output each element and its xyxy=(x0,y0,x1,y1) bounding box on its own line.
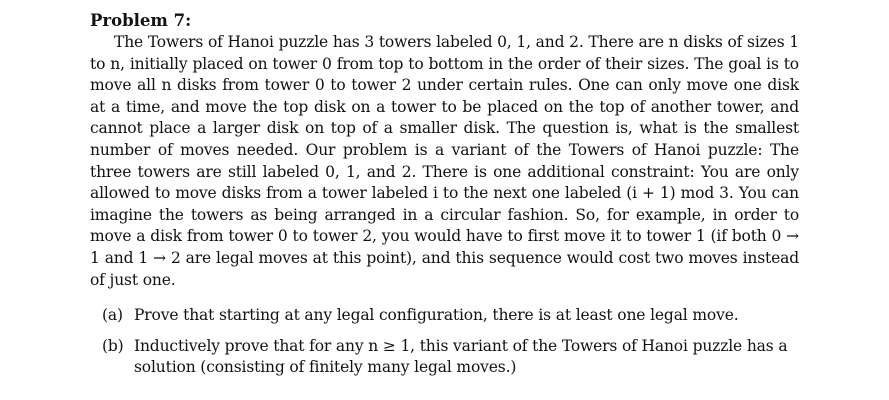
problem-part-b xyxy=(90,336,799,379)
problem-part-a xyxy=(90,305,799,327)
problem-statement: The Towers of Hanoi puzzle has 3 towers labeled 0, 1, and 2. There are n disks of sizes 1 to n, initially placed on tower 0 from top to bottom in the order of their sizes. The goal is to move all n disks from tower 0 to tower 2 under certain rules. One can only move one disk at a time, and move the top disk on a tower to be placed on the top of another tower, and cannot place a larger disk on top of a smaller disk. The question is, what is the smallest number of moves needed. Our problem is a variant of the Towers of Hanoi puzzle: The three towers are still labeled 0, 1, and 2. There is one additional constraint: You are only allowed to move disks from a tower labeled i to the next one labeled (i + 1) mod 3. You can imagine the towers as being arranged in a circular fashion. So, for example, in order to move a disk from tower 0 to tower 2, you would have to first move it to tower 1 (if both 0 → 1 and 1 → 2 are legal moves at this point), and this sequence would cost two moves instead of just one. xyxy=(90,33,799,289)
part-b-text: Inductively prove that for any n ≥ 1, this variant of the Towers of Hanoi puzzle has a solution (consisting of finitely many legal moves.) xyxy=(134,336,788,377)
part-b-label: (b) xyxy=(102,336,124,355)
problem-title: Problem 7: xyxy=(90,11,192,30)
part-a-label: (a) xyxy=(102,306,123,325)
part-a-text: Prove that starting at any legal configuration, there is at least one legal move. xyxy=(134,306,739,325)
problem-parts-list xyxy=(90,305,799,379)
